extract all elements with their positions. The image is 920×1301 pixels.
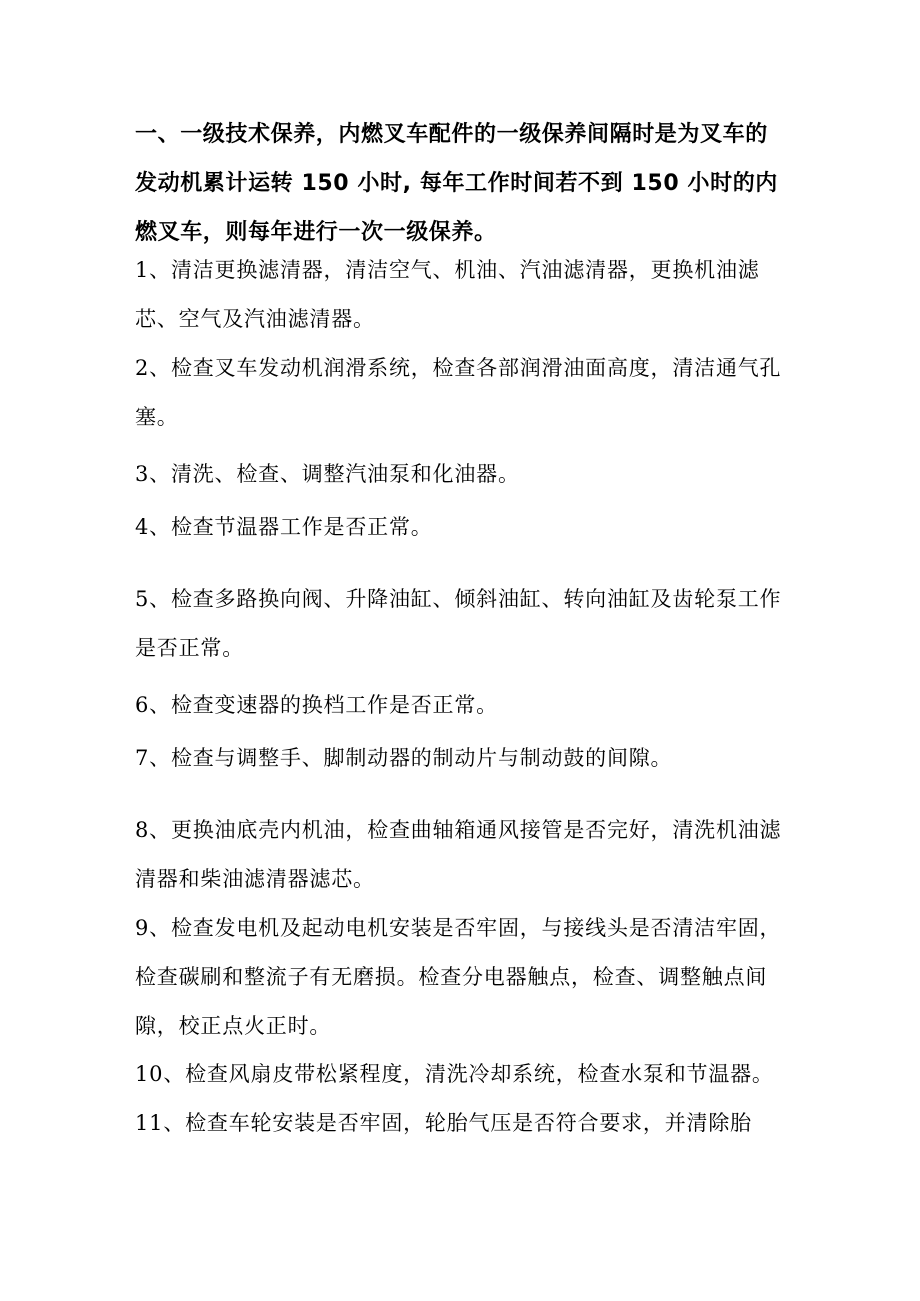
list-item-11: 11、检查车轮安装是否牢固，轮胎气压是否符合要求，并清除胎 bbox=[135, 1111, 752, 1135]
list-item-9: 9、检查发电机及起动电机安装是否牢固，与接线头是否清洁牢固，检查碳刷和整流子有无磨损。检查分电器触点，检查、调整触点间隙，校正点火正时。 bbox=[135, 916, 782, 1038]
list-item-3: 3、清洗、检查、调整汽油泵和化油器。 bbox=[135, 462, 520, 486]
list-item-5: 5、检查多路换向阀、升降油缸、倾斜油缸、转向油缸及齿轮泵工作是否正常。 bbox=[135, 587, 782, 660]
section-heading: 一、一级技术保养，内燃叉车配件的一级保养间隔时是为叉车的发动机累计运转 150 小时, 每年工作时间若不到 150 小时的内燃叉车，则每年进行一次一级保养。 bbox=[135, 122, 778, 245]
list-item-2: 2、检查叉车发动机润滑系统，检查各部润滑油面高度，清洁通气孔塞。 bbox=[135, 356, 782, 429]
list-item-1: 1、清洁更换滤清器，清洁空气、机油、汽油滤清器，更换机油滤芯、空气及汽油滤清器。 bbox=[135, 258, 760, 331]
list-item-10: 10、检查风扇皮带松紧程度，清洗冷却系统，检查水泵和节温器。 bbox=[135, 1062, 774, 1086]
list-item-6: 6、检查变速器的换档工作是否正常。 bbox=[135, 693, 498, 717]
list-item-7: 7、检查与调整手、脚制动器的制动片与制动鼓的间隙。 bbox=[135, 746, 673, 770]
list-item-4: 4、检查节温器工作是否正常。 bbox=[135, 515, 433, 539]
list-item-8: 8、更换油底壳内机油，检查曲轴箱通风接管是否完好，清洗机油滤清器和柴油滤清器滤芯。 bbox=[135, 818, 782, 891]
